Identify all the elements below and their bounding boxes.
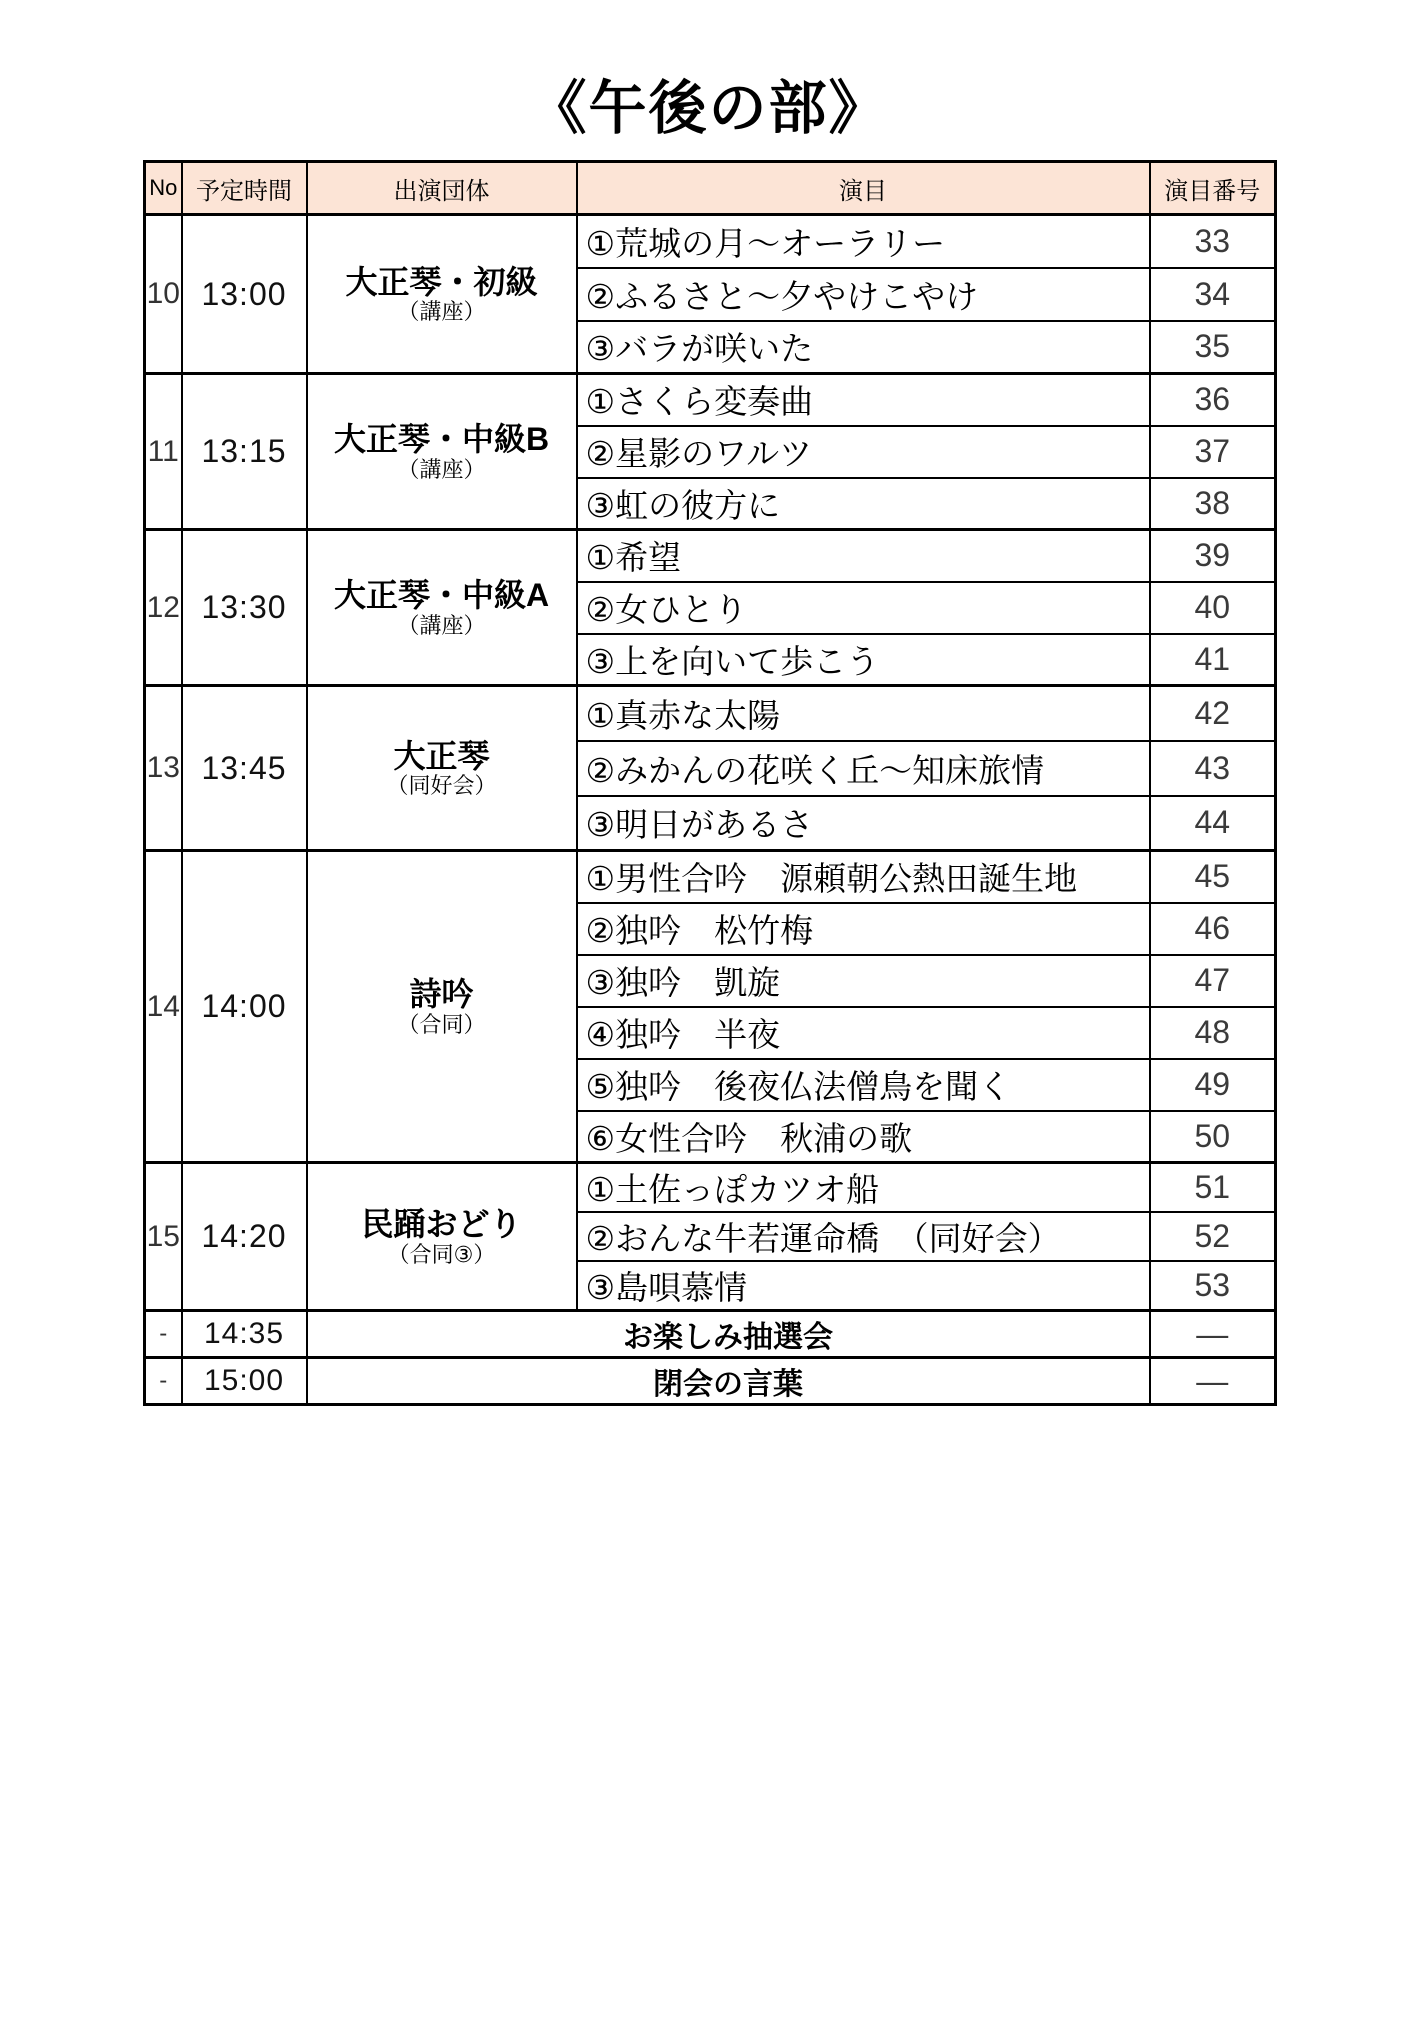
group-name: 詩吟 [409,976,474,1012]
table-row [145,851,1276,903]
group-cell [307,851,577,1163]
time-cell: 14:00 [182,851,307,1163]
table-row [145,530,1276,582]
program-item-cell: ①男性合吟 源頼朝公熱田誕生地 [577,851,1150,903]
group-name: 民踊おどり [361,1206,522,1242]
time-cell: 13:00 [182,215,307,374]
no-cell: 10 [145,215,182,374]
event-label-cell: お楽しみ抽選会 [307,1311,1150,1358]
program-item-cell: ②みかんの花咲く丘〜知床旅情 [577,741,1150,796]
program-item-cell: ①荒城の月〜オーラリー [577,215,1150,268]
time-cell: 15:00 [182,1358,307,1405]
header-program: 演目 [577,162,1150,215]
program-number-cell: — [1150,1358,1276,1405]
program-item-cell: ③虹の彼方に [577,478,1150,530]
program-item-cell: ①希望 [577,530,1150,582]
group-cell [307,1163,577,1311]
program-number-cell: 51 [1150,1163,1276,1213]
program-item-cell: ②独吟 松竹梅 [577,903,1150,955]
group-subtitle: （合同） [397,1011,486,1037]
program-item-cell: ①さくら変奏曲 [577,374,1150,426]
program-number-cell: 44 [1150,796,1276,851]
no-cell: - [145,1311,182,1358]
program-number-cell: 45 [1150,851,1276,903]
program-item-cell: ①真赤な太陽 [577,686,1150,741]
program-item-cell: ⑥女性合吟 秋浦の歌 [577,1111,1150,1163]
group-subtitle: （講座） [397,456,486,482]
program-item-cell: ③明日があるさ [577,796,1150,851]
program-item-cell: ①土佐っぽカツオ船 [577,1163,1150,1213]
time-cell: 14:35 [182,1311,307,1358]
program-item-cell: ②ふるさと〜夕やけこやけ [577,268,1150,321]
no-cell: 14 [145,851,182,1163]
program-number-cell: 37 [1150,426,1276,478]
program-number-cell: 41 [1150,634,1276,686]
group-subtitle: （講座） [397,299,486,325]
time-cell: 13:30 [182,530,307,686]
program-number-cell: 52 [1150,1212,1276,1261]
group-name: 大正琴・初級 [345,263,538,300]
no-cell: 15 [145,1163,182,1311]
group-cell [307,215,577,374]
program-number-cell: 33 [1150,215,1276,268]
program-number-cell: 36 [1150,374,1276,426]
group-subtitle: （同好会） [386,773,497,799]
no-cell: 12 [145,530,182,686]
program-item-cell: ②おんな牛若運命橋 （同好会） [577,1212,1150,1261]
program-number-cell: 35 [1150,321,1276,374]
group-subtitle: （講座） [397,612,486,638]
table-row [145,1358,1276,1405]
time-cell: 13:45 [182,686,307,851]
program-number-cell: — [1150,1311,1276,1358]
table-row [145,1311,1276,1358]
program-table [143,160,1277,1406]
group-name: 大正琴・中級A [333,577,550,613]
program-number-cell: 49 [1150,1059,1276,1111]
table-row [145,1163,1276,1213]
program-number-cell: 48 [1150,1007,1276,1059]
group-subtitle: （合同③） [387,1241,496,1267]
program-number-cell: 39 [1150,530,1276,582]
header-time: 予定時間 [182,162,307,215]
program-item-cell: ③島唄慕情 [577,1261,1150,1311]
program-number-cell: 38 [1150,478,1276,530]
program-number-cell: 46 [1150,903,1276,955]
program-item-cell: ②星影のワルツ [577,426,1150,478]
table-row [145,215,1276,268]
header-no: No [145,162,182,215]
no-cell: 13 [145,686,182,851]
group-name: 大正琴・中級B [333,421,550,457]
group-name: 大正琴 [393,737,490,774]
program-number-cell: 50 [1150,1111,1276,1163]
program-number-cell: 42 [1150,686,1276,741]
program-number-cell: 43 [1150,741,1276,796]
time-cell: 14:20 [182,1163,307,1311]
table-row [145,374,1276,426]
group-cell [307,374,577,530]
event-label-cell: 閉会の言葉 [307,1358,1150,1405]
header-group: 出演団体 [307,162,577,215]
table-header-row [145,162,1276,215]
program-item-cell: ③バラが咲いた [577,321,1150,374]
header-number: 演目番号 [1150,162,1276,215]
table-row [145,686,1276,741]
no-cell: 11 [145,374,182,530]
program-item-cell: ③独吟 凱旋 [577,955,1150,1007]
group-cell [307,686,577,851]
time-cell: 13:15 [182,374,307,530]
program-item-cell: ③上を向いて歩こう [577,634,1150,686]
program-number-cell: 53 [1150,1261,1276,1311]
program-item-cell: ②女ひとり [577,582,1150,634]
no-cell: - [145,1358,182,1405]
program-number-cell: 47 [1150,955,1276,1007]
program-number-cell: 40 [1150,582,1276,634]
program-item-cell: ⑤独吟 後夜仏法僧鳥を聞く [577,1059,1150,1111]
program-number-cell: 34 [1150,268,1276,321]
page-title: 《午後の部》 [528,76,889,141]
group-cell [307,530,577,686]
program-item-cell: ④独吟 半夜 [577,1007,1150,1059]
